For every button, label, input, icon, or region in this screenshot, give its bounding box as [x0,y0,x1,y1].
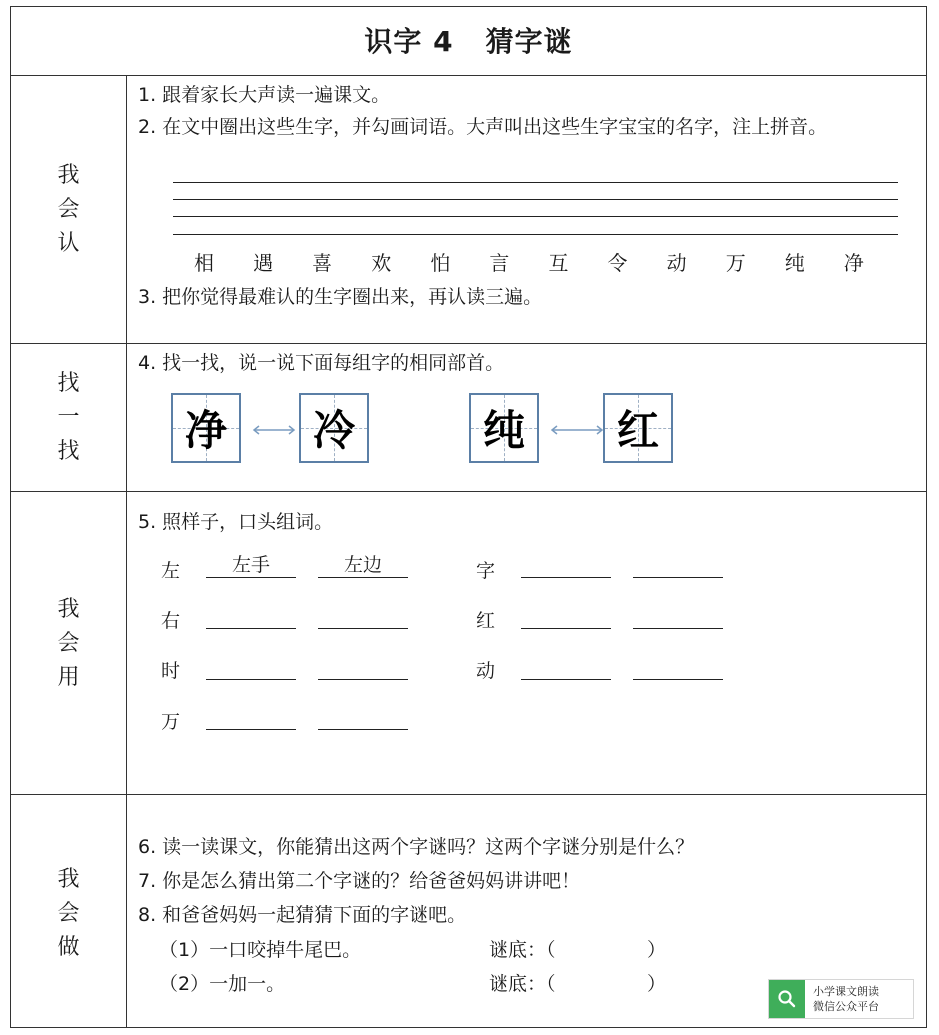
row-divider [11,794,926,795]
word-blank[interactable] [318,628,408,629]
new-char: 互 [548,251,569,275]
word-char: 字 [476,560,496,582]
section-label-recognize: 我 会 认 [57,163,80,256]
word-char: 万 [161,711,181,733]
item-5: 5. 照样子，口头组词。 [138,511,334,533]
badge-line-1: 小学课文朗读 [813,985,879,998]
row-divider [11,75,926,76]
item-2: 2. 在文中圈出这些生字，并勾画词语。大声叫出这些生字宝宝的名字，注上拼音。 [138,116,828,138]
new-characters-list [194,247,864,276]
row-divider [11,343,926,344]
item-1: 1. 跟着家长大声读一遍课文。 [138,84,391,106]
char-box: 净 [171,393,241,463]
char-box: 纯 [469,393,539,463]
word-blank[interactable] [521,679,611,680]
section-label-do: 我 会 做 [57,867,80,960]
riddle-answer-close: ） [647,939,667,961]
word-char: 红 [476,610,496,632]
new-char: 欢 [371,251,392,275]
word-blank[interactable] [206,729,296,730]
word-blank[interactable] [521,577,611,578]
pinyin-line [173,216,898,217]
new-char: 喜 [312,251,333,275]
double-arrow-icon [251,425,297,435]
pinyin-line [173,199,898,200]
new-char: 令 [607,251,628,275]
new-char: 言 [489,251,510,275]
word-blank[interactable] [633,628,723,629]
section-label-find: 找 一 找 [57,371,80,464]
riddle-1: （1）一口咬掉牛尾巴。 [159,939,362,961]
page-title [11,7,926,77]
item-3: 3. 把你觉得最难认的生字圈出来，再认读三遍。 [138,286,543,308]
badge-line-2: 微信公众平台 [813,1000,879,1013]
new-char: 纯 [784,251,805,275]
item-6: 6. 读一读课文，你能猜出这两个字谜吗？这两个字谜分别是什么？ [138,836,695,858]
pinyin-line [173,182,898,183]
riddle-2: （2）一加一。 [159,973,286,995]
word-blank[interactable] [633,679,723,680]
title-topic: 猜字谜 [485,25,573,58]
pinyin-line [173,234,898,235]
word-blank[interactable] [318,729,408,730]
word-char: 右 [161,610,181,632]
word-char: 左 [161,560,181,582]
new-char: 万 [725,251,746,275]
wechat-badge [768,979,914,1019]
worksheet [10,6,927,1028]
char-box: 红 [603,393,673,463]
riddle-answer-close: ） [647,973,667,995]
example-word: 左边 [343,554,382,576]
word-blank[interactable] [318,679,408,680]
word-blank[interactable] [206,679,296,680]
word-blank[interactable] [521,628,611,629]
riddle-answer-label: 谜底：（ [489,973,556,995]
word-blank[interactable] [206,628,296,629]
row-divider [11,491,926,492]
new-char: 怕 [430,251,451,275]
new-char: 相 [194,251,214,275]
section-label-use: 我 会 用 [57,597,80,690]
item-7: 7. 你是怎么猜出第二个字谜的？给爸爸妈妈讲讲吧！ [138,870,581,892]
word-blank[interactable] [633,577,723,578]
double-arrow-icon [549,425,605,435]
char-box: 冷 [299,393,369,463]
riddle-answer-label: 谜底：（ [489,939,556,961]
item-8: 8. 和爸爸妈妈一起猜猜下面的字谜吧。 [138,904,467,926]
column-divider [126,75,127,1027]
item-4: 4. 找一找，说一说下面每组字的相同部首。 [138,352,505,374]
word-blank [318,577,408,578]
example-word: 左手 [231,554,270,576]
word-char: 时 [161,660,181,682]
new-char: 遇 [253,251,274,275]
word-blank [206,577,296,578]
search-icon [769,980,805,1018]
word-char: 动 [476,660,496,682]
new-char: 净 [843,251,864,275]
title-lesson: 识字 4 [364,25,454,58]
new-char: 动 [666,251,687,275]
